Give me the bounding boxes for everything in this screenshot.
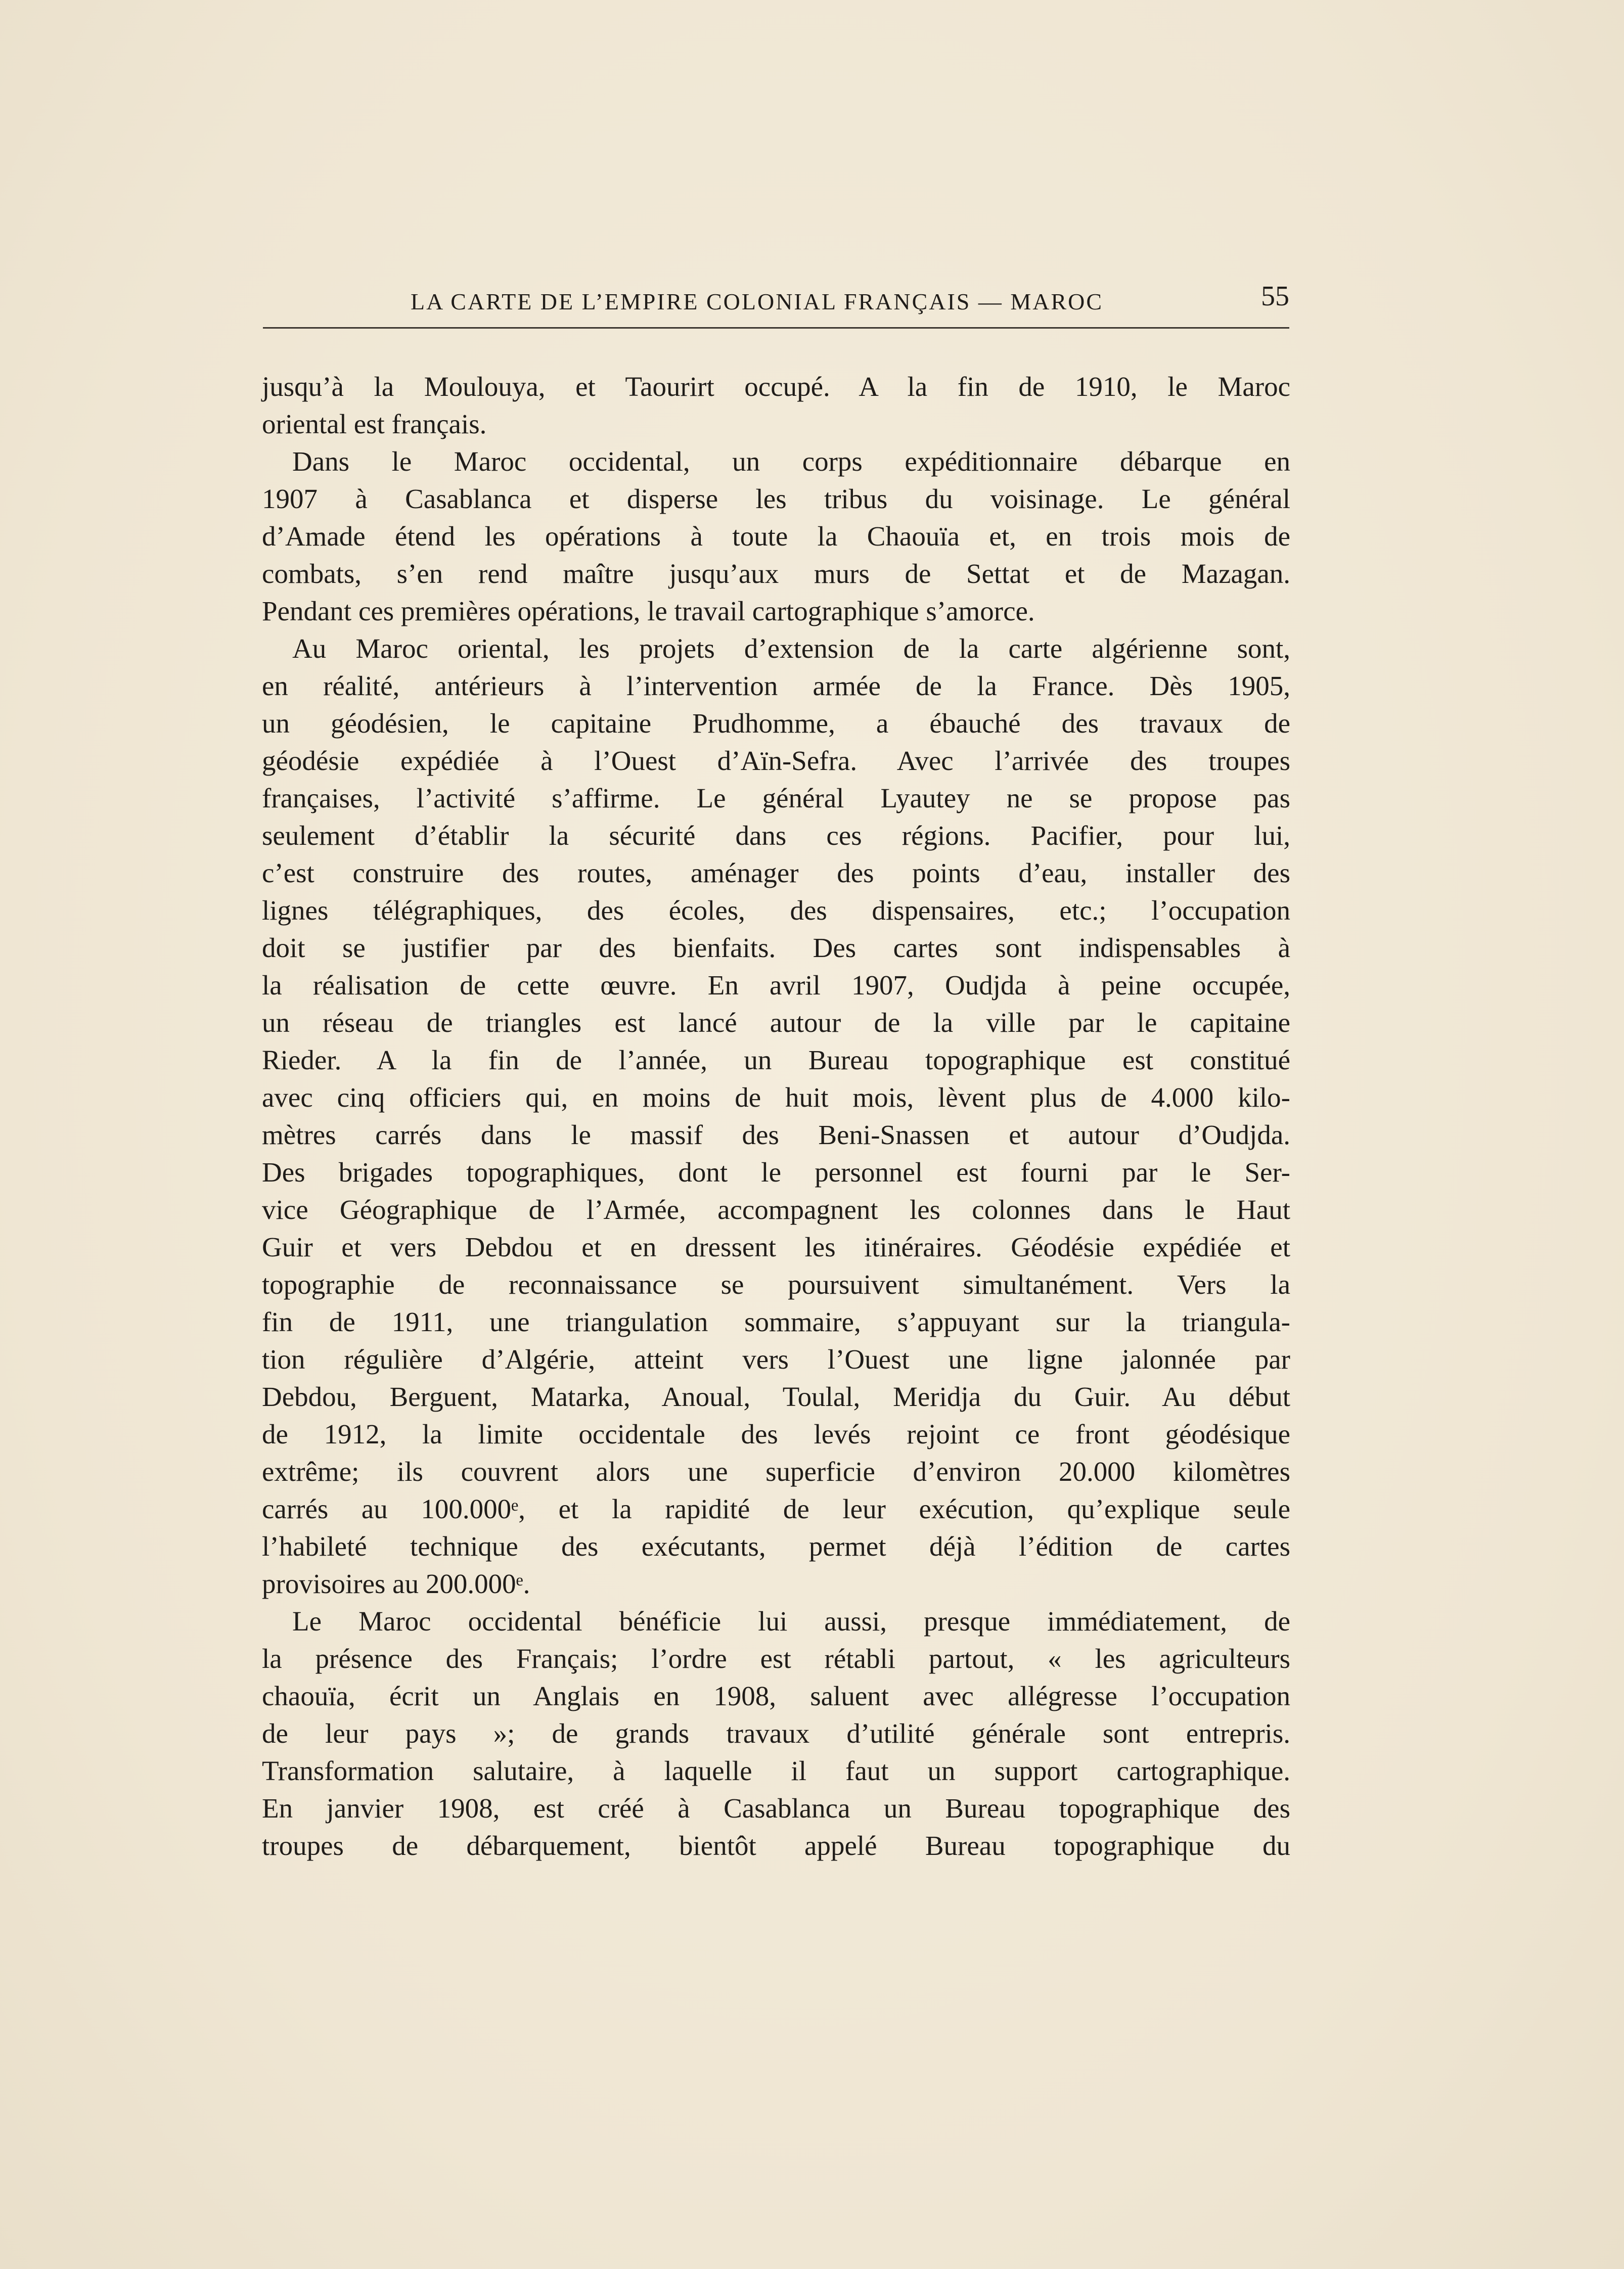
text-line: Rieder. A la fin de l’année, un Bureau topographique est constitué (262, 1045, 1290, 1075)
text-line: carrés au 100.000ᵉ, et la rapidité de leur exécution, qu’explique seule (262, 1493, 1290, 1524)
text-line: géodésie expédiée à l’Ouest d’Aïn-Sefra. Avec l’arrivée des troupes (262, 745, 1290, 776)
page-number: 55 (1261, 281, 1289, 312)
body-text (262, 368, 1290, 1865)
text-line: seulement d’établir la sécurité dans ces régions. Pacifier, pour lui, (262, 820, 1290, 851)
text-line: lignes télégraphiques, des écoles, des dispensaires, etc.; l’occupation (262, 895, 1290, 926)
paragraph (262, 443, 1290, 630)
text-line: troupes de débarquement, bientôt appelé Bureau topographique du (262, 1830, 1290, 1861)
running-header (263, 277, 1289, 323)
text-line: topographie de reconnaissance se poursuivent simultanément. Vers la (262, 1269, 1290, 1300)
text-line: en réalité, antérieurs à l’intervention armée de la France. Dès 1905, (262, 670, 1290, 701)
text-line: chaouïa, écrit un Anglais en 1908, saluent avec allégresse l’occupation (262, 1681, 1290, 1711)
text-line: combats, s’en rend maître jusqu’aux murs de Settat et de Mazagan. (262, 558, 1290, 589)
text-line: Guir et vers Debdou et en dressent les itinéraires. Géodésie expédiée et (262, 1232, 1290, 1262)
running-title: LA CARTE DE L’EMPIRE COLONIAL FRANÇAIS — MAROC (411, 289, 1104, 314)
text-line: extrême; ils couvrent alors une superficie d’environ 20.000 kilomètres (262, 1456, 1290, 1487)
text-line: Le Maroc occidental bénéficie lui aussi, presque immédiatement, de (292, 1606, 1290, 1637)
text-line: c’est construire des routes, aménager des points d’eau, installer des (262, 857, 1290, 888)
text-line: tion régulière d’Algérie, atteint vers l’Ouest une ligne jalonnée par (262, 1344, 1290, 1375)
text-line: avec cinq officiers qui, en moins de huit mois, lèvent plus de 4.000 kilo- (262, 1082, 1290, 1113)
text-line: d’Amade étend les opérations à toute la Chaouïa et, en trois mois de (262, 521, 1290, 552)
text-line: Au Maroc oriental, les projets d’extension de la carte algérienne sont, (292, 633, 1290, 664)
text-line: Des brigades topographiques, dont le personnel est fourni par le Ser- (262, 1157, 1290, 1188)
paragraph (262, 368, 1290, 443)
text-line: un géodésien, le capitaine Prudhomme, a ébauché des travaux de (262, 708, 1290, 739)
text-line: fin de 1911, une triangulation sommaire, s’appuyant sur la triangula- (262, 1306, 1290, 1337)
text-line: Pendant ces premières opérations, le travail cartographique s’amorce. (262, 596, 1035, 626)
text-line: Transformation salutaire, à laquelle il faut un support cartographique. (262, 1755, 1290, 1786)
text-line: l’habileté technique des exécutants, permet déjà l’édition de cartes (262, 1531, 1290, 1562)
text-line: vice Géographique de l’Armée, accompagnent les colonnes dans le Haut (262, 1194, 1290, 1225)
text-line: mètres carrés dans le massif des Beni-Snassen et autour d’Oudjda. (262, 1119, 1290, 1150)
text-line: la réalisation de cette œuvre. En avril 1907, Oudjda à peine occupée, (262, 970, 1290, 1001)
text-line: oriental est français. (262, 409, 487, 439)
text-line: doit se justifier par des bienfaits. Des cartes sont indispensables à (262, 932, 1290, 963)
text-line: de 1912, la limite occidentale des levés rejoint ce front géodésique (262, 1419, 1290, 1449)
text-line: Debdou, Berguent, Matarka, Anoual, Toulal, Meridja du Guir. Au début (262, 1381, 1290, 1412)
text-line: En janvier 1908, est créé à Casablanca un Bureau topographique des (262, 1793, 1290, 1824)
text-line: 1907 à Casablanca et disperse les tribus du voisinage. Le général (262, 483, 1290, 514)
paragraph (262, 630, 1290, 1603)
text-line: Dans le Maroc occidental, un corps expéditionnaire débarque en (292, 446, 1290, 477)
text-line: la présence des Français; l’ordre est rétabli partout, « les agriculteurs (262, 1643, 1290, 1674)
text-line: de leur pays »; de grands travaux d’utilité générale sont entrepris. (262, 1718, 1290, 1749)
paragraph (262, 1603, 1290, 1865)
text-line: provisoires au 200.000ᵉ. (262, 1568, 530, 1599)
text-line: jusqu’à la Moulouya, et Taourirt occupé. A la fin de 1910, le Maroc (262, 371, 1290, 402)
text-line: françaises, l’activité s’affirme. Le général Lyautey ne se propose pas (262, 783, 1290, 813)
text-line: un réseau de triangles est lancé autour de la ville par le capitaine (262, 1007, 1290, 1038)
header-rule (263, 327, 1289, 329)
